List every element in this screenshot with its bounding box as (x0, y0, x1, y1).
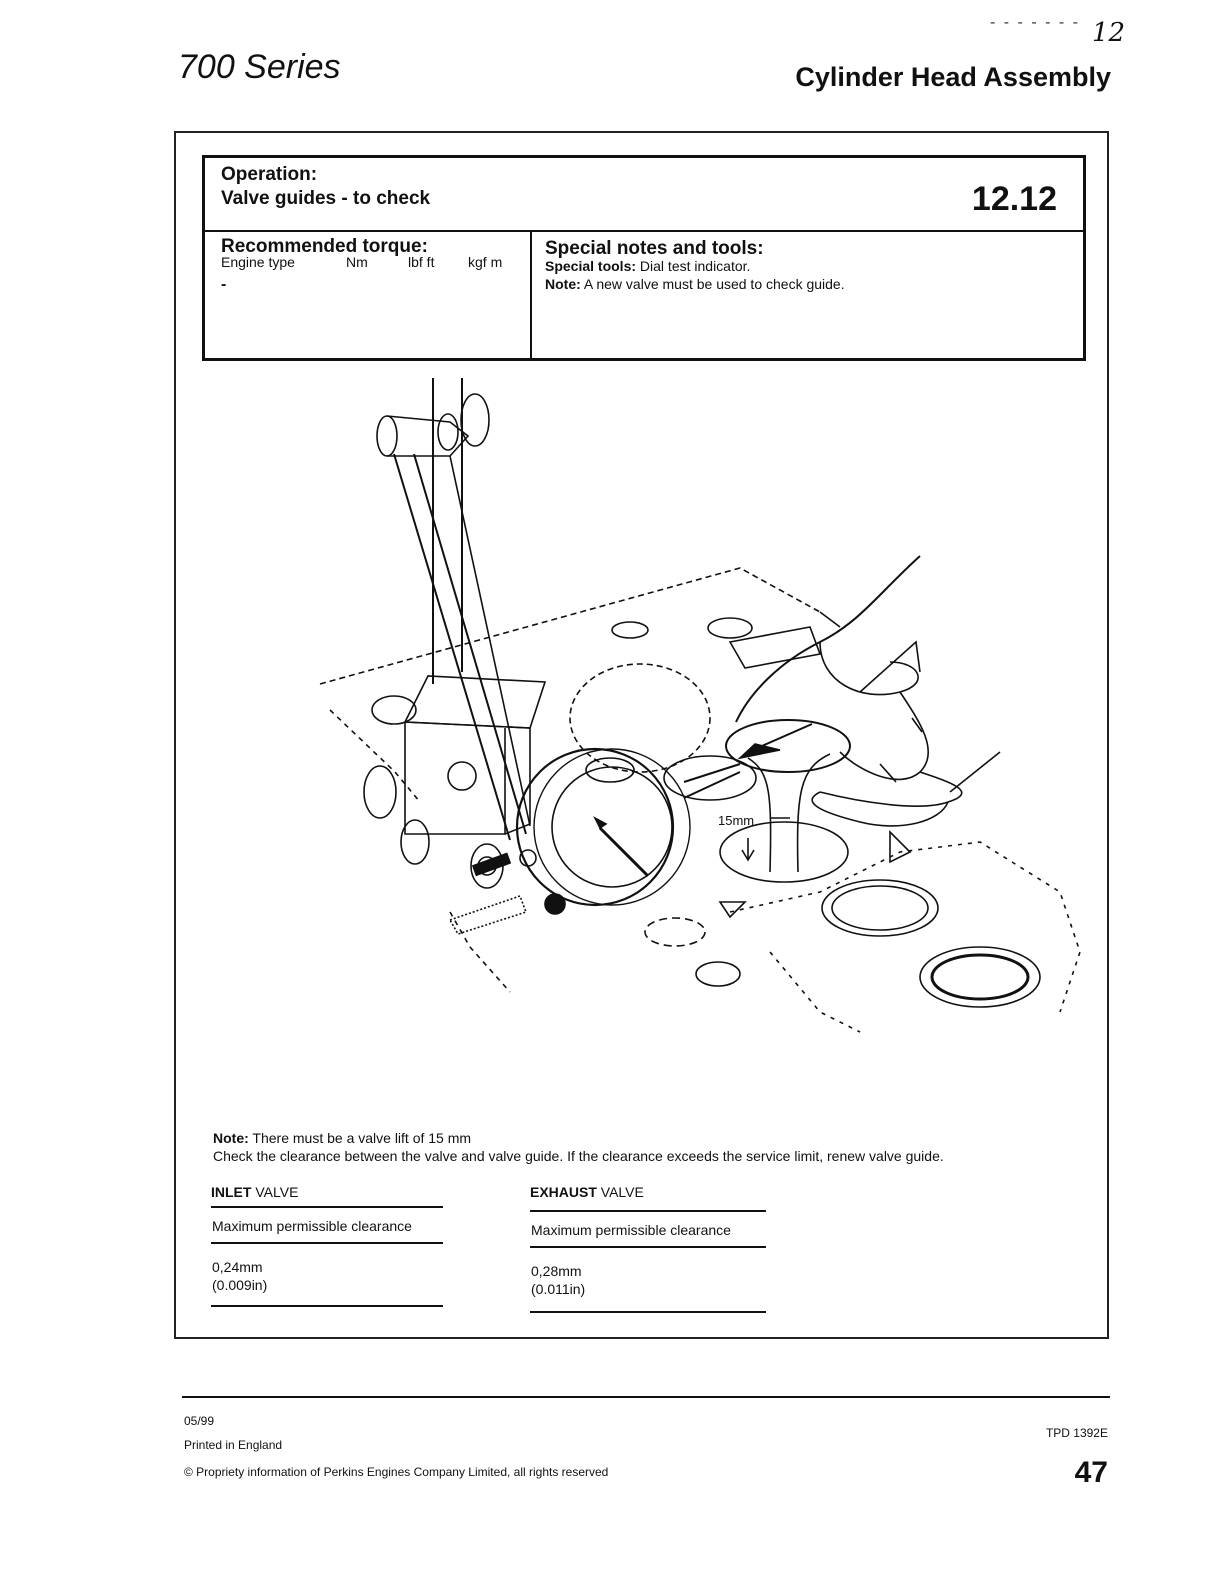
lift-note (213, 1130, 471, 1146)
exhaust-clearance-label: Maximum permissible clearance (531, 1222, 731, 1238)
exhaust-valve-title-bold: EXHAUST (530, 1184, 597, 1200)
check-instruction: Check the clearance between the valve and valve guide. If the clearance exceeds the service limit, renew valve guide. (213, 1148, 944, 1164)
valve-guide-check-illustration (300, 372, 1100, 1072)
inlet-clearance-imperial: (0.009in) (212, 1277, 268, 1293)
section-title: Cylinder Head Assembly (795, 62, 1111, 92)
footer-page-number: 47 (1074, 1456, 1108, 1489)
operation-text: Valve guides - to check (221, 188, 431, 209)
lift-note-text: There must be a valve lift of 15 mm (248, 1130, 472, 1146)
footer-doc-code: TPD 1392E (1045, 1426, 1108, 1440)
special-note-line (545, 276, 845, 292)
handwritten-page-mark: 12 (1092, 18, 1126, 48)
inlet-valve-title (211, 1184, 298, 1200)
inlet-clearance-label: Maximum permissible clearance (212, 1218, 412, 1234)
exhaust-rule-3 (530, 1311, 766, 1313)
exhaust-valve-title-rest: VALVE (596, 1184, 644, 1200)
inlet-valve-title-bold: INLET (211, 1184, 252, 1200)
footer-copyright: © Propriety information of Perkins Engines Company Limited, all rights reserved (184, 1465, 609, 1479)
footer-rule (182, 1396, 1110, 1398)
inlet-valve-title-rest: VALVE (251, 1184, 299, 1200)
inlet-rule-1 (211, 1206, 443, 1208)
dimension-15mm-label: 15mm (718, 813, 755, 828)
lift-note-label: Note: (213, 1130, 249, 1146)
special-tools-text: Dial test indicator. (636, 258, 751, 274)
header-dashes: - - - - - - - (990, 14, 1080, 31)
column-divider (530, 230, 532, 358)
inlet-rule-3 (211, 1305, 443, 1307)
operation-number: 12.12 (971, 180, 1057, 218)
inlet-rule-2 (211, 1242, 443, 1244)
exhaust-valve-title (530, 1184, 644, 1200)
torque-title: Recommended torque: (221, 236, 428, 257)
exhaust-rule-2 (530, 1246, 766, 1248)
special-note-text: A new valve must be used to check guide. (580, 276, 845, 292)
footer-date: 05/99 (184, 1414, 215, 1428)
special-tools-label: Special tools: (545, 258, 637, 274)
operation-box (202, 155, 1086, 361)
exhaust-clearance-metric: 0,28mm (531, 1263, 582, 1279)
inlet-clearance-metric: 0,24mm (212, 1259, 263, 1275)
footer-printed: Printed in England (184, 1438, 283, 1452)
special-tools-line (545, 258, 750, 274)
series-title: 700 Series (178, 48, 341, 86)
torque-col-kgf-m: kgf m (468, 254, 503, 270)
special-note-label: Note: (545, 276, 581, 292)
exhaust-rule-1 (530, 1210, 766, 1212)
operation-label: Operation: (221, 164, 318, 185)
torque-col-lbf-ft: lbf ft (408, 254, 435, 270)
torque-col-nm: Nm (346, 254, 368, 270)
special-notes-title: Special notes and tools: (545, 238, 764, 259)
exhaust-clearance-imperial: (0.011in) (531, 1281, 586, 1297)
torque-value: - (221, 276, 227, 293)
torque-col-engine-type: Engine type (221, 254, 295, 270)
